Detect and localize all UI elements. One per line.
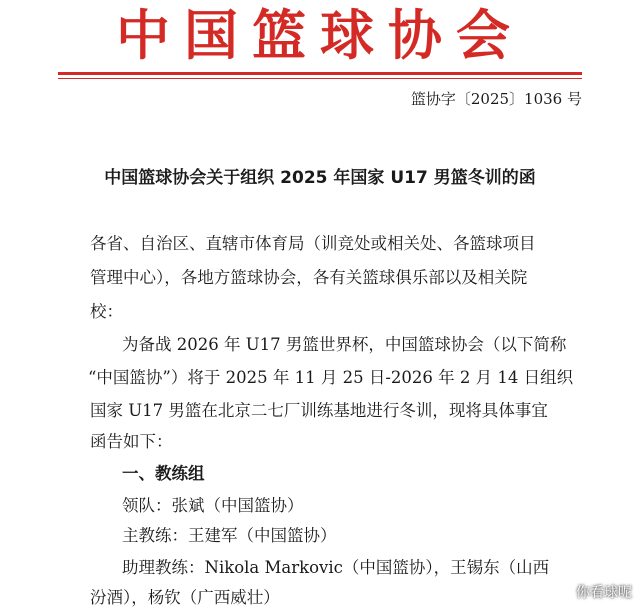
body-paragraph-line: 国家 U17 男篮在北京二七厂训练基地进行冬训，现将具体事宜 bbox=[90, 401, 548, 420]
staff-item-assistant-coaches: 助理教练：Nikola Markovic（中国篮协），王锡东（山西 bbox=[122, 558, 550, 577]
letterhead-red-rule-thin bbox=[58, 78, 582, 79]
document-number: 篮协字〔2025〕1036 号 bbox=[410, 90, 582, 108]
body-paragraph-line: 函告如下： bbox=[90, 432, 173, 451]
recipients-line: 校： bbox=[90, 302, 123, 321]
recipients-line: 各省、自治区、直辖市体育局（训竞处或相关处、各篮球项目 bbox=[90, 234, 536, 253]
staff-item-team-leader: 领队：张斌（中国篮协） bbox=[122, 496, 304, 515]
body-paragraph-line: 为备战 2026 年 U17 男篮世界杯，中国篮球协会（以下简称 bbox=[122, 335, 567, 354]
letterhead-title: 中国篮球协会 bbox=[116, 3, 524, 67]
staff-item-assistant-coaches-cont: 汾酒），杨钦（广西威壮） bbox=[90, 588, 280, 607]
watermark-text: 你看球呢 bbox=[576, 585, 632, 601]
section-heading-coaching-staff: 一、教练组 bbox=[122, 464, 205, 483]
staff-item-head-coach: 主教练：王建军（中国篮协） bbox=[122, 526, 337, 545]
document-title: 中国篮球协会关于组织 2025 年国家 U17 男篮冬训的函 bbox=[104, 168, 536, 188]
letterhead-red-rule bbox=[58, 72, 582, 75]
body-paragraph-line: “中国篮协”）将于 2025 年 11 月 25 日-2026 年 2 月 14 日组织 bbox=[88, 368, 574, 387]
recipients-line: 管理中心），各地方篮球协会，各有关篮球俱乐部以及相关院 bbox=[90, 268, 528, 287]
